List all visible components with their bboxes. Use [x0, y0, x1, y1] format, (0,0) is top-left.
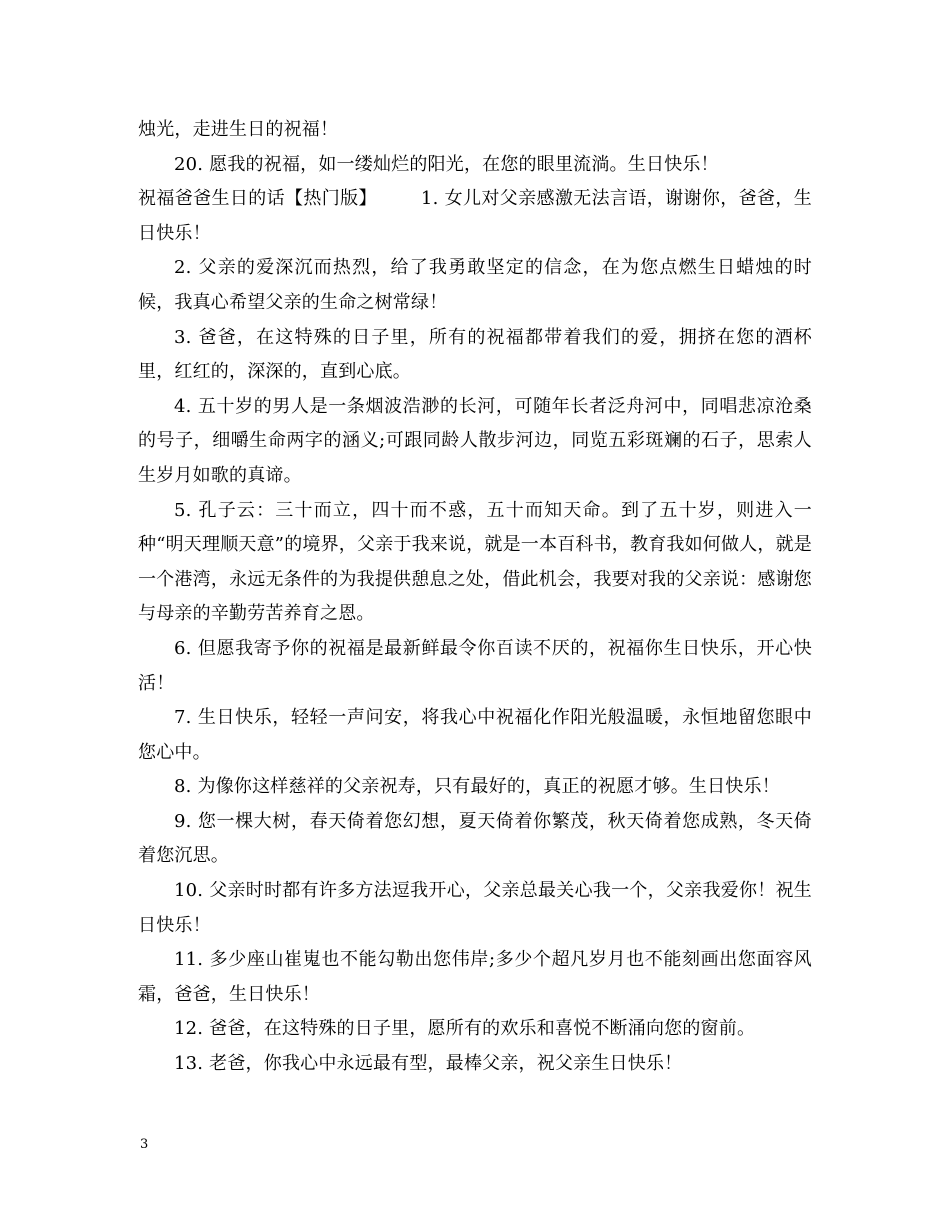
paragraph: 7. 生日快乐，轻轻一声问安，将我心中祝福化作阳光般温暖，永恒地留您眼中您心中。 [138, 707, 812, 763]
paragraph: 2. 父亲的爱深沉而热烈，给了我勇敢坚定的信念，在为您点燃生日蜡烛的时候，我真心希望父亲的生命之树常绿！ [138, 257, 812, 313]
paragraph: 9. 您一棵大树，春天倚着您幻想，夏天倚着你繁茂，秋天倚着您成熟，冬天倚着您沉思。 [138, 810, 812, 867]
paragraph-text: 1. 女儿对父亲感激无法言语，谢谢你，爸爸，生日快乐！ [138, 188, 812, 244]
body-text [138, 113, 812, 1082]
paragraph: 烛光，走进生日的祝福！ [138, 119, 339, 140]
paragraph: 20. 愿我的祝福，如一缕灿烂的阳光，在您的眼里流淌。生日快乐！ [174, 153, 719, 175]
paragraph: 8. 为像你这样慈祥的父亲祝寿，只有最好的，真正的祝愿才够。生日快乐！ [174, 776, 780, 798]
section-title: 祝福爸爸生日的话【热门版】 [138, 188, 377, 210]
paragraph: 10. 父亲时时都有许多方法逗我开心，父亲总最关心我一个，父亲我爱你！祝生日快乐！ [138, 880, 812, 936]
paragraph: 6. 但愿我寄予你的祝福是最新鲜最令你百读不厌的，祝福你生日快乐，开心快活！ [138, 637, 812, 694]
paragraph: 4. 五十岁的男人是一条烟波浩渺的长河，可随年长者泛舟河中，同唱悲凉沧桑的号子，细嚼生命两字的涵义;可跟同龄人散步河边，同览五彩斑斓的石子，思索人生岁月如歌的真谛。 [138, 395, 812, 486]
paragraph: 11. 多少座山崔嵬也不能勾勒出您伟岸;多少个超凡岁月也不能刻画出您面容风霜，爸爸，生日快乐！ [138, 949, 812, 1005]
paragraph [138, 182, 812, 251]
page-number: 3 [140, 1137, 149, 1152]
paragraph: 13. 老爸，你我心中永远最有型，最棒父亲，祝父亲生日快乐！ [174, 1053, 683, 1075]
paragraph: 12. 爸爸，在这特殊的日子里，愿所有的欢乐和喜悦不断涌向您的窗前。 [174, 1018, 756, 1040]
paragraph: 3. 爸爸，在这特殊的日子里，所有的祝福都带着我们的爱，拥挤在您的酒杯里，红红的，深深的，直到心底。 [138, 326, 812, 383]
paragraph: 5. 孔子云：三十而立，四十而不惑，五十而知天命。到了五十岁，则进入一种“明天理顺天意”的境界，父亲于我来说，就是一本百科书，教育我如何做人，就是一个港湾，永远无条件的为我提供憩息之处，借此机会，我要对我的父亲说：感谢您与母亲的辛勤劳苦养育之恩。 [138, 499, 813, 625]
